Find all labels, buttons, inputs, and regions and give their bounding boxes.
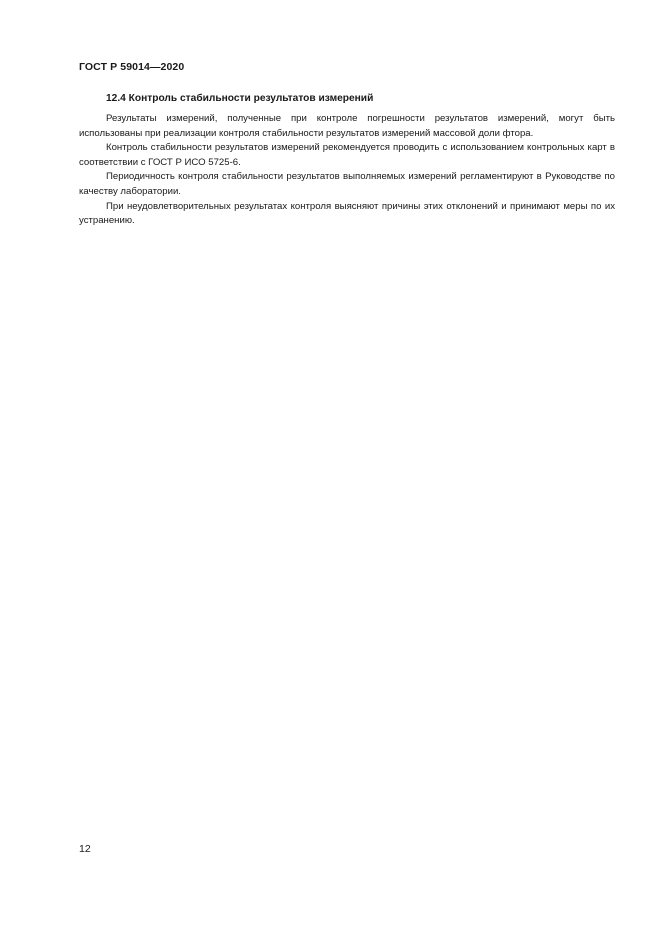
- paragraph-1: Результаты измерений, полученные при контроле погрешности результатов измерений, могут быть использованы при реализации контроля стабильности результатов измерений массовой доли фтора.: [79, 113, 615, 139]
- paragraph-4: При неудовлетворительных результатах контроля выясняют причины этих отклонений и принимают меры по их устранению.: [79, 200, 615, 227]
- section-body: [79, 112, 615, 229]
- page-number: 12: [79, 843, 91, 855]
- paragraph-2: Контроль стабильности результатов измерений рекомендуется проводить с использованием контрольных карт в соответствии с ГОСТ Р ИСО 5725-6.: [79, 142, 615, 168]
- section-title: 12.4 Контроль стабильности результатов измерений: [106, 93, 374, 104]
- standard-code-header: ГОСТ Р 59014—2020: [79, 61, 185, 73]
- paragraph-3: Периодичность контроля стабильности результатов выполняемых измерений регламентируют в Руководстве по качеству лаборатории.: [79, 171, 615, 197]
